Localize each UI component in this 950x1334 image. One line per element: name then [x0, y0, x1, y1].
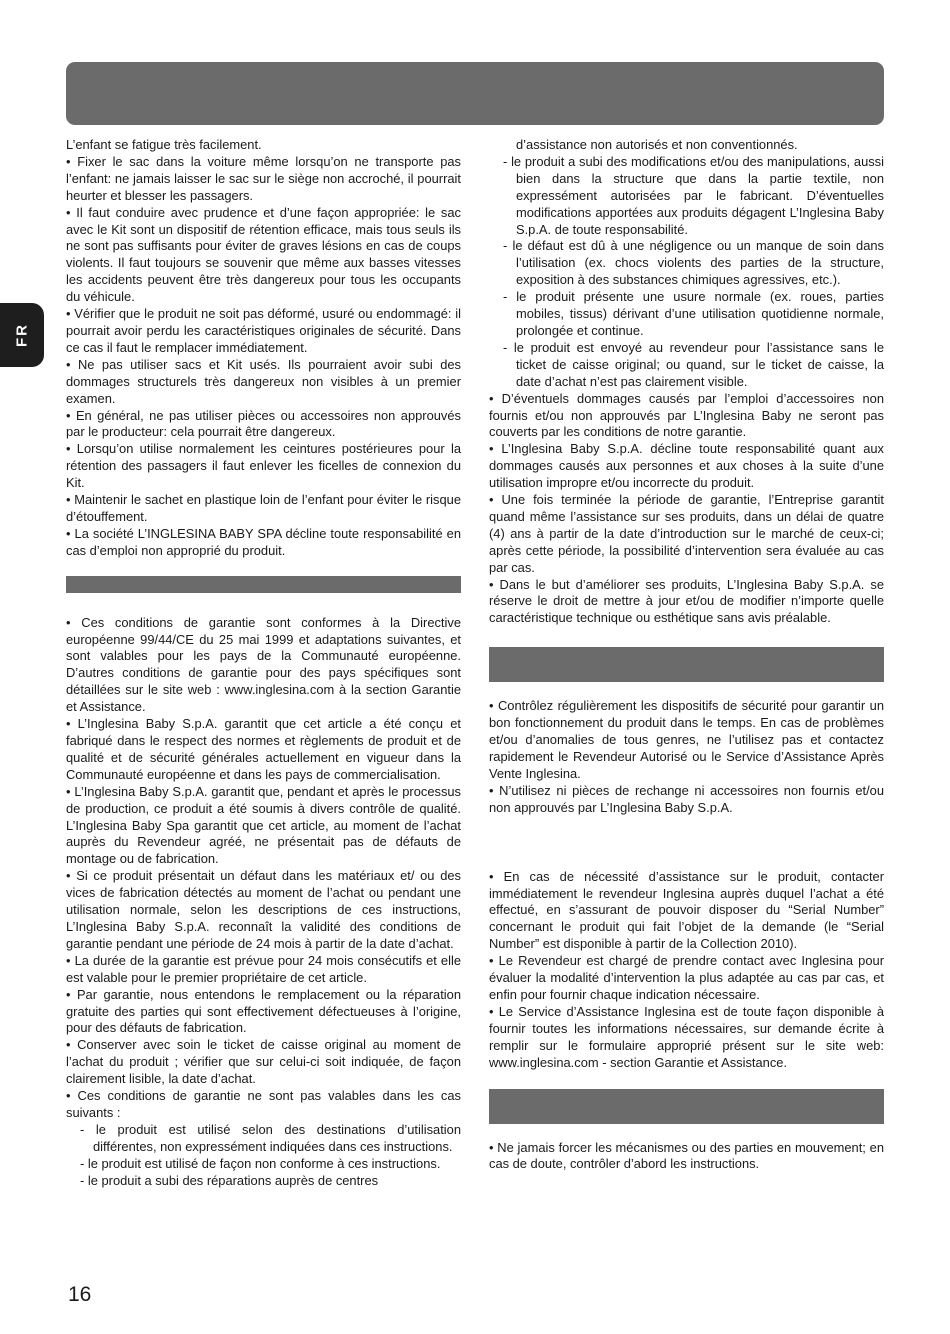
paragraph: • Vérifier que le produit ne soit pas déformé, usuré ou endommagé: il pourrait avoir perdu les caractéristiques originales de sécurité. Dans ce cas il faut le remplacer immédiatement.	[66, 306, 461, 355]
paragraph: • L’Inglesina Baby S.p.A. décline toute responsabilité quant aux dommages causés aux personnes et aux choses à la suite d’une utilisation impropre et/ou incorrecte du produit.	[489, 441, 884, 491]
paragraph: • Maintenir le sachet en plastique loin de l’enfant pour éviter le risque d’étouffement.	[66, 492, 461, 524]
paragraph: • Par garantie, nous entendons le remplacement ou la réparation gratuite des parties qui sont effectivement défectueuses à l’origine, pour des défauts de fabrication.	[66, 986, 461, 1036]
paragraph: • Le Service d’Assistance Inglesina est de toute façon disponible à fournir toutes les informations nécessaires, sur demande écrite à remplir sur le formulaire approprié présent sur le site web: www.inglesina.com - section Garantie et Assistance.	[489, 1003, 884, 1070]
paragraph: • Dans le but d’améliorer ses produits, L’Inglesina Baby S.p.A. se réserve le droit de mettre à jour et/ou de modifier n’importe quelle caractéristique technique ou esthétique sans avis préalable.	[489, 576, 884, 626]
list-item: - le produit est envoyé au revendeur pour l’assistance sans le ticket de caisse original; ou quand, sur le ticket de caisse, la date d’achat n’est pas clairement visible.	[503, 339, 884, 389]
paragraph: • Si ce produit présentait un défaut dans les matériaux et/ ou des vices de fabrication détectés au moment de l’achat ou pendant une utilisation normale, selon les descriptions de ces instructions, L’Inglesina Baby S.p.A. reconnaît la validité des conditions de garantie pendant une période de 24 mois à partir de la date d’achat.	[66, 868, 461, 951]
list-item: d’assistance non autorisés et non conventionnés.	[516, 137, 798, 152]
paragraph: • En général, ne pas utiliser pièces ou accessoires non approuvés par le producteur: cela pourrait être dangereux.	[66, 407, 461, 440]
paragraph: • Une fois terminée la période de garantie, l’Entreprise garantit quand même l’assistance sur ses produits, dans un délai de quatre (4) ans à partir de la date d’introduction sur le marché de ceux-ci; après cette période, la possibilité d’intervention sera évaluée au cas par cas.	[489, 492, 884, 575]
page-number: 16	[68, 1283, 92, 1306]
left-column	[66, 137, 461, 1189]
header-banner	[66, 62, 884, 125]
language-tab	[0, 303, 44, 367]
paragraph: • D’éventuels dommages causés par l’emploi d’accessoires non fournis et/ou non approuvés par L’Inglesina Baby ne seront pas couverts par les conditions de notre garantie.	[489, 390, 884, 440]
list-item: - le produit est utilisé selon des destinations d’utilisation différentes, non expressément indiquées dans ces instructions.	[80, 1121, 461, 1154]
paragraph: • Conserver avec soin le ticket de caisse original au moment de l’achat du produit ; vérifier que sur celui-ci soit indiquée, de façon clairement lisible, la date d’achat.	[66, 1037, 461, 1087]
language-tab-label: FR	[13, 323, 31, 347]
paragraph: • Ne jamais forcer les mécanismes ou des parties en mouvement; en cas de doute, contrôler d’abord les instructions.	[489, 1139, 884, 1172]
paragraph: • Le Revendeur est chargé de prendre contact avec Inglesina pour évaluer la modalité d’intervention la plus adaptée au cas par cas, et enfin pour fournir chaque indication nécessaire.	[489, 953, 884, 1002]
list-item: - le produit est utilisé de façon non conforme à ces instructions.	[80, 1155, 441, 1171]
paragraph: • Lorsqu’on utilise normalement les ceintures postérieures pour la rétention des passagers il faut enlever les ficelles de connexion du Kit.	[66, 441, 461, 491]
paragraph: • Ne pas utiliser sacs et Kit usés. Ils pourraient avoir subi des dommages structurels très dangereux non visibles à un premier examen.	[66, 356, 461, 406]
list-item: - le défaut est dû à une négligence ou un manque de soin dans l’utilisation (ex. chocs violents des parties de la structure, exposition à des substances chimiques agressives, etc.).	[503, 238, 884, 288]
paragraph: • N’utilisez ni pièces de rechange ni accessoires non fournis et/ou non approuvés par L’Inglesina Baby S.p.A.	[489, 782, 884, 815]
section-header-bar	[489, 647, 884, 682]
paragraph: • L’Inglesina Baby S.p.A. garantit que, pendant et après le processus de production, ce produit a été soumis à divers contrôle de qualité. L’Inglesina Baby Spa garantit que cet article, au moment de l’achat auprès du Revendeur agréé, ne présentait pas de défauts de montage ou de fabrication.	[66, 783, 461, 867]
list-item: - le produit présente une usure normale (ex. roues, parties mobiles, tissus) dérivant d’une utilisation quotidienne normale, prolongée et continue.	[503, 289, 884, 338]
paragraph: • Fixer le sac dans la voiture même lorsqu’on ne transporte pas l’enfant: ne jamais laisser le sac sur le siège non accroché, il pourrait heurter et blesser les passagers.	[66, 153, 461, 203]
section-gap	[489, 817, 884, 869]
section-header-bar	[66, 576, 461, 593]
paragraph: • Ces conditions de garantie sont conformes à la Directive européenne 99/44/CE du 25 mai 1999 et adaptations suivantes, et sont valables pour les pays de la Communauté européenne. D’autres conditions de garantie pour des pays spécifiques sont détaillées sur le site web : www.inglesina.com à la section Garantie et Assistance.	[66, 614, 461, 715]
paragraph: • En cas de nécessité d’assistance sur le produit, contacter immédiatement le revendeur Inglesina auprès duquel l’achat a été effectué, en s’assurant de pouvoir disposer du “Serial Number” concernant le produit qui fait l’objet de la demande (le “Serial Number” est disponible à partir de la Collection 2010).	[489, 868, 884, 952]
paragraph: • Contrôlez régulièrement les dispositifs de sécurité pour garantir un bon fonctionnement du produit dans le temps. En cas de problèmes et/ou d’anomalies de tous genres, ne l’utilisez pas et contactez rapidement le Revendeur Autorisé ou le Service d’Assistance Après Vente Inglesina.	[489, 698, 884, 781]
paragraph: • Ces conditions de garantie ne sont pas valables dans les cas suivants :	[66, 1088, 461, 1120]
right-column	[489, 137, 884, 1173]
list-item: - le produit a subi des modifications et/ou des manipulations, aussi bien dans la structure que dans la partie textile, non expressément autorisées par le fabricant. D’éventuelles modifications apportées aux produits dégagent L’Inglesina Baby S.p.A. de toute responsabilité.	[503, 153, 884, 237]
list-item: - le produit a subi des réparations auprès de centres	[80, 1172, 379, 1188]
section-header-bar	[489, 1089, 884, 1124]
paragraph: • La durée de la garantie est prévue pour 24 mois consécutifs et elle est valable pour le premier propriétaire de cet article.	[66, 952, 461, 985]
paragraph: • L’Inglesina Baby S.p.A. garantit que cet article a été conçu et fabriqué dans le respect des normes et règlements de produit et de qualité et de sécurité générales actuellement en vigueur dans la Communauté européenne et dans les pays de commercialisation.	[66, 716, 461, 782]
paragraph: • La société L’INGLESINA BABY SPA décline toute responsabilité en cas d’emploi non approprié du produit.	[66, 525, 461, 558]
paragraph: L’enfant se fatigue très facilement.	[66, 137, 262, 152]
paragraph: • Il faut conduire avec prudence et d’une façon appropriée: le sac avec le Kit sont un dispositif de rétention efficace, mais tous seuls ils ne sont pas suffisants pour éviter de graves lésions en cas de coups violents. Il faut toujours se souvenir que même aux basses vitesses les accidents peuvent être très dangereux pour tous les occupants du véhicule.	[66, 204, 461, 305]
